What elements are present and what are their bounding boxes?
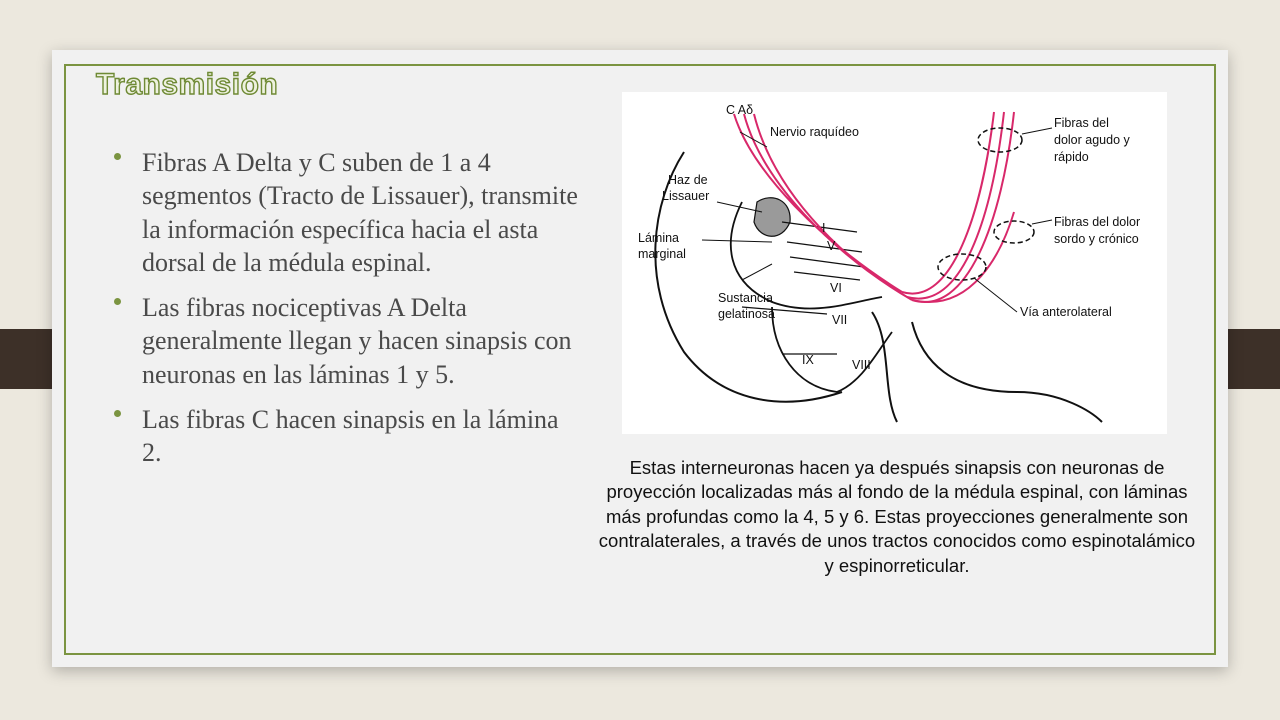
nervio-label: Nervio raquídeo (770, 125, 859, 139)
bullet-dot-icon (114, 410, 121, 417)
haz-label-2: Lissauer (662, 189, 710, 203)
sordo-label-2: sordo y crónico (1054, 232, 1139, 246)
bullet-item (114, 403, 584, 470)
haz-label-1: Haz de (668, 173, 708, 187)
spinal-cord-diagram (622, 92, 1167, 434)
sustancia-label-1: Sustancia (718, 291, 773, 305)
lamina-VI-label: VI (830, 281, 842, 295)
bullet-text: Las fibras nociceptivas A Delta generalmente llegan y hacen sinapsis con neuronas en las láminas 1 y 5. (142, 293, 572, 389)
lamina-label-2: marginal (638, 247, 686, 261)
lamina-IX-label: IX (802, 353, 814, 367)
lamina-VIII-label: VIII (852, 358, 871, 372)
lamina-VII-label: VII (832, 313, 848, 327)
sustancia-label-2: gelatinosa (718, 307, 775, 321)
spinal-cord-svg (622, 92, 1167, 434)
fiber-type-label: C Aδ (726, 103, 754, 117)
agudo-label-1: Fibras del (1054, 116, 1109, 130)
bullet-item (114, 291, 584, 391)
agudo-label-2: dolor agudo y (1054, 133, 1130, 147)
bullet-list (114, 146, 584, 481)
cord-midline (872, 312, 1102, 422)
bullet-text: Fibras A Delta y C suben de 1 a 4 segmentos (Tracto de Lissauer), transmite la información específica hacia el asta dorsal de la médula espinal. (142, 148, 578, 277)
lamina-I-label: I (822, 221, 826, 235)
bullet-dot-icon (114, 153, 121, 160)
lamina-V-label: V (827, 239, 836, 253)
bullet-item (114, 146, 584, 279)
slide-title: Transmisión (96, 68, 279, 101)
lamina-label-1: Lámina (638, 231, 679, 245)
sordo-marker (994, 221, 1034, 243)
bullet-dot-icon (114, 298, 121, 305)
via-label: Vía anterolateral (1020, 305, 1112, 319)
sordo-label-1: Fibras del dolor (1054, 215, 1141, 229)
diagram-caption: Estas interneuronas hacen ya después sinapsis con neuronas de proyección localizadas más al fondo de la médula espinal, con láminas más profundas como la 4, 5 y 6. Estas proyecciones generalmente son contralaterales, a través de unos tractos conocidos como espinotalámico y espinorreticular. (598, 457, 1196, 576)
bullet-text: Las fibras C hacen sinapsis en la lámina 2. (142, 404, 559, 468)
slide-card (52, 50, 1228, 667)
agudo-label-3: rápido (1054, 150, 1089, 164)
lissauer-tract (754, 198, 790, 237)
ascending-fibers (902, 112, 1014, 302)
